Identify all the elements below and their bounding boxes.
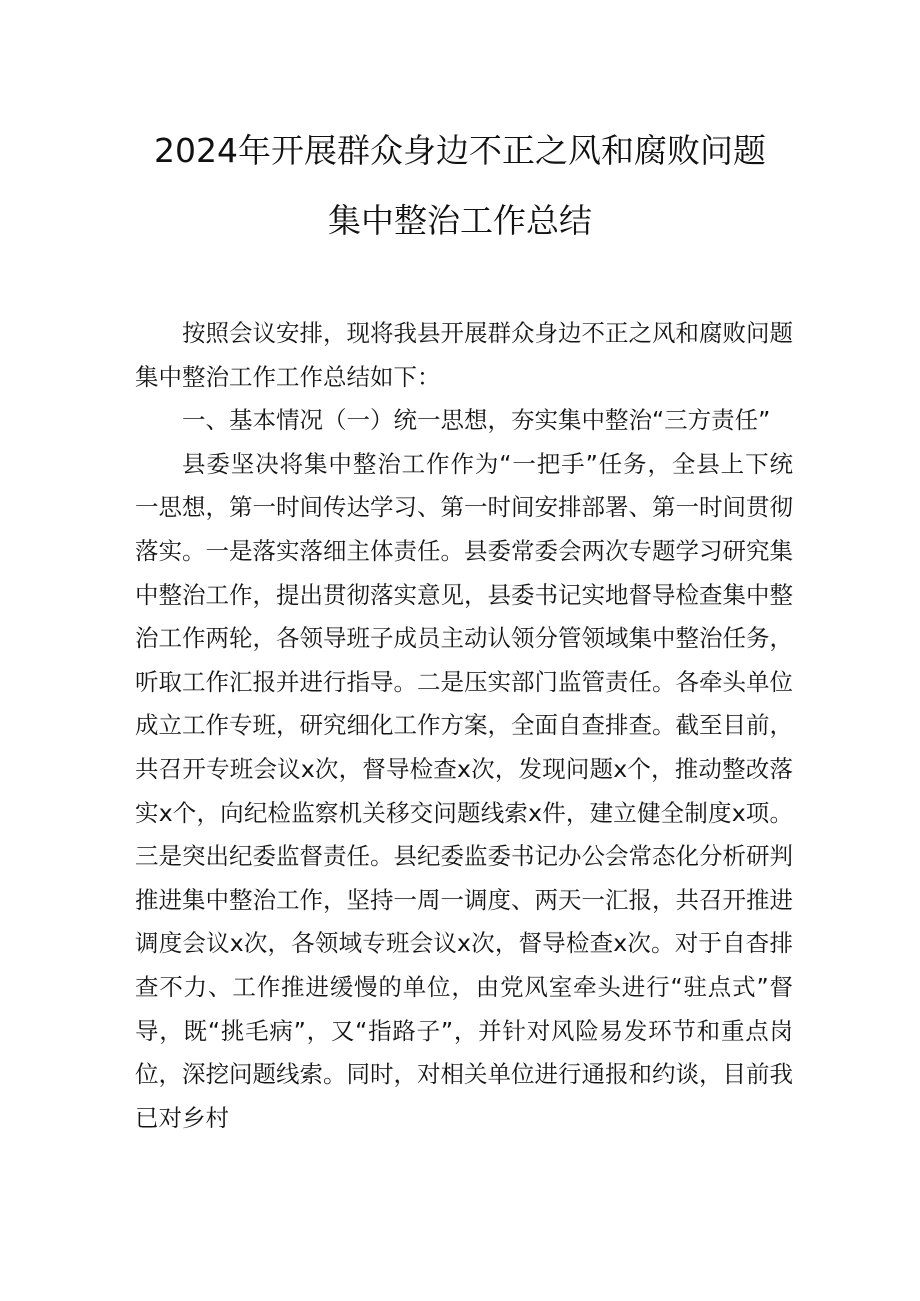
document-title-line-1: 2024年开展群众身边不正之风和腐败问题 [154,131,766,170]
section-heading: 一、基本情况（一）统一思想，夯实集中整治“三方责任” [182,406,771,435]
intro-paragraph: 按照会议安排，现将我县开展群众身边不正之风和腐败问题集中整治工作工作总结如下： [135,319,793,391]
body-paragraph: 县委坚决将集中整治工作作为“一把手”任务，全县上下统一思想，第一时间传达学习、第一时间安排部署、第一时间贯彻落实。一是落实落细主体责任。县委常委会两次专题学习研究集中整治工作，提出贯彻落实意见，县委书记实地督导检查集中整治工作两轮，各领导班子成员主动认领分管领域集中整治任务，听取工作汇报并进行指导。二是压实部门监管责任。各牵头单位成立工作专班，研究细化工作方案，全面自查排查。截至目前，共召开专班会议x次，督导检查x次，发现问题x个，推动整改落实x个，向纪检监察机关移交问题线索x件，建立健全制度x项。三是突出纪委监督责任。县纪委监委书记办公会常态化分析研判推进集中整治工作，坚持一周一调度、两天一汇报，共召开推进调度会议x次，各领域专班会议x次，督导检查x次。对于自杳排查不力、工作推进缓慢的单位，由党风室牵头进行“驻点式”督导，既“挑毛病”，又“指路子”，并针对风险易发环节和重点岗位，深挖问题线索。同时，对相关单位进行通报和约谈，目前我已对乡村 [135,449,793,1132]
document-body [135,312,793,1140]
document-title-line-2: 集中整治工作总结 [328,201,592,240]
